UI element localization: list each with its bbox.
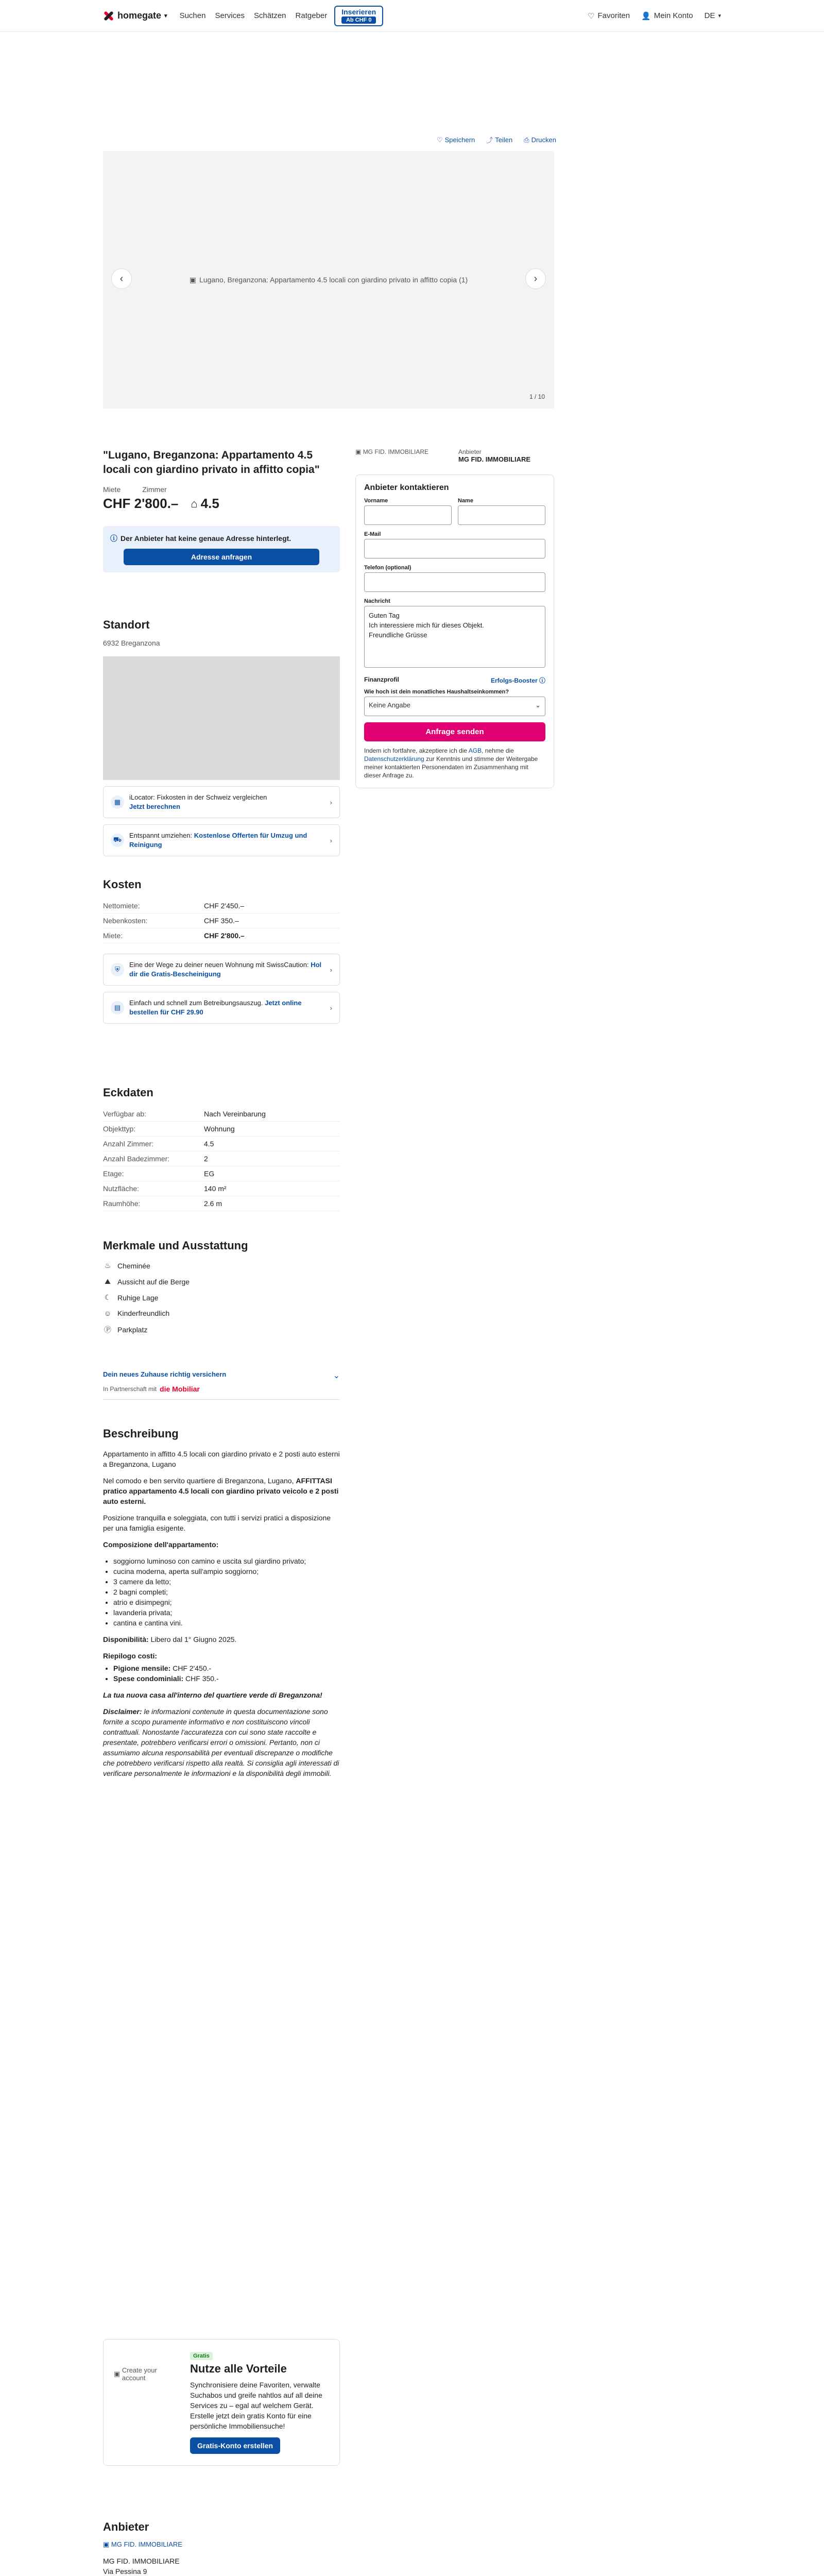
keydata-row xyxy=(103,1181,340,1196)
cost-summary-key: Pigione mensile: xyxy=(113,1664,171,1672)
chevron-left-icon: ‹ xyxy=(119,273,124,284)
keydata-value: EG xyxy=(204,1170,215,1178)
costs-table xyxy=(103,899,340,943)
cost-summary-value: CHF 2'450.- xyxy=(173,1664,212,1672)
cost-summary-list xyxy=(103,1663,340,1684)
favorites-label: Favoriten xyxy=(597,11,630,20)
print-label: Drucken xyxy=(531,136,556,144)
phone-input[interactable] xyxy=(364,572,545,592)
costs-key: Nettomiete: xyxy=(103,902,140,910)
keydata-value: 140 m² xyxy=(204,1184,227,1193)
image-gallery[interactable] xyxy=(103,151,554,409)
promo-heading: Nutze alle Vorteile xyxy=(190,2362,287,2375)
broken-image-icon: ▣ xyxy=(114,2370,121,2378)
seller-mini-name: MG FID. IMMOBILIARE xyxy=(458,455,531,463)
debt-extract-text: Einfach und schnell zum Betreibungsauszug. xyxy=(129,999,263,1007)
keydata-key: Raumhöhe: xyxy=(103,1199,141,1208)
keydata-key: Objekttyp: xyxy=(103,1125,136,1133)
send-request-button[interactable]: Anfrage senden xyxy=(364,722,545,741)
share-icon: ⤴ xyxy=(486,137,493,144)
print-icon: ⎙ xyxy=(524,135,529,144)
language-label: DE xyxy=(704,11,715,20)
save-action[interactable] xyxy=(437,135,475,145)
description-heading: Beschreibung xyxy=(103,1427,179,1440)
ilocator-link[interactable]: Jetzt berechnen xyxy=(129,803,180,810)
costs-value: CHF 2'450.– xyxy=(204,902,245,910)
keydata-row xyxy=(103,1196,340,1211)
feature-label: Aussicht auf die Berge xyxy=(117,1277,190,1286)
ilocator-card[interactable] xyxy=(103,786,340,818)
composition-item: • cantina e cantina vini. xyxy=(113,1618,340,1628)
gallery-image xyxy=(190,276,468,284)
description-p1-a: Nel comodo e ben servito quartiere di Breganzona, Lugano, xyxy=(103,1477,294,1485)
email-input[interactable] xyxy=(364,539,545,558)
keydata-heading: Eckdaten xyxy=(103,1086,153,1099)
broken-image-icon: ▣ xyxy=(189,275,197,284)
top-nav xyxy=(0,0,824,32)
insert-button[interactable] xyxy=(334,6,383,26)
document-icon: ▤ xyxy=(111,1001,124,1014)
promo-image-alt: Create your account xyxy=(122,2366,157,2382)
save-label: Speichern xyxy=(444,136,475,144)
keydata-row xyxy=(103,1122,340,1137)
broken-image-icon: ▣ xyxy=(103,2540,110,2548)
chevron-right-icon: › xyxy=(534,273,538,284)
chevron-down-icon: ⌄ xyxy=(535,701,541,709)
gallery-prev-button[interactable] xyxy=(111,268,132,289)
keydata-value: 2 xyxy=(204,1155,208,1163)
seller-logo-alt: MG FID. IMMOBILIARE xyxy=(111,2540,182,2548)
location-heading: Standort xyxy=(103,618,150,631)
rooms-label: Zimmer xyxy=(142,485,167,494)
share-action[interactable] xyxy=(486,135,512,145)
seller-street: Via Pessina 9 xyxy=(103,2567,147,2575)
composition-item: • 3 camere da letto; xyxy=(113,1577,340,1587)
insurance-link[interactable]: Dein neues Zuhause richtig versichern xyxy=(103,1370,227,1378)
mobiliar-logo xyxy=(160,1385,200,1393)
print-action[interactable] xyxy=(524,135,556,145)
seller-mini-label: Anbieter xyxy=(458,448,482,455)
truck-icon: ⛟ xyxy=(111,834,124,847)
right-column xyxy=(355,433,554,788)
costs-row xyxy=(103,899,340,913)
shield-icon: ⛨ xyxy=(111,963,124,976)
seller-section xyxy=(103,2522,340,2576)
features-section xyxy=(103,1239,340,1338)
cost-summary-item xyxy=(113,1663,340,1673)
seller-name: MG FID. IMMOBILIARE xyxy=(103,2557,180,2565)
seller-mini-logo[interactable] xyxy=(355,448,438,463)
main-content xyxy=(0,433,824,2576)
mountain-icon: ⛰ xyxy=(105,1277,111,1285)
chevron-right-icon: › xyxy=(330,836,332,844)
quiet-icon: ☾ xyxy=(104,1293,111,1301)
keydata-key: Anzahl Zimmer: xyxy=(103,1140,154,1148)
cost-summary-heading: Riepilogo costi: xyxy=(103,1652,157,1660)
feature-label: Parkplatz xyxy=(117,1326,148,1334)
keydata-value: Wohnung xyxy=(204,1125,235,1133)
share-label: Teilen xyxy=(495,136,513,144)
chevron-right-icon: › xyxy=(330,1004,332,1012)
disclaimer-heading: Disclaimer: xyxy=(103,1707,142,1716)
homegate-logo[interactable] xyxy=(103,10,167,22)
request-address-button[interactable]: Adresse anfragen xyxy=(124,549,319,565)
description-p1 xyxy=(103,1476,340,1506)
feature-label: Cheminée xyxy=(117,1261,150,1270)
rent-value: CHF 2'800.– xyxy=(103,496,179,511)
swisscaution-text: Eine der Wege zu deiner neuen Wohnung mit SwissCaution: xyxy=(129,961,309,969)
main-nav-links xyxy=(180,11,328,20)
keydata-row xyxy=(103,1107,340,1122)
feature-item xyxy=(103,1321,340,1338)
chevron-right-icon: › xyxy=(330,798,332,806)
seller-mini xyxy=(355,448,554,463)
cost-summary-item xyxy=(113,1673,340,1684)
account-label: Mein Konto xyxy=(654,11,693,20)
fireplace-icon: ♨ xyxy=(104,1261,111,1269)
costs-key: Nebenkosten: xyxy=(103,917,148,925)
broken-image-icon: ▣ xyxy=(355,448,362,455)
nav-link-search[interactable]: Suchen xyxy=(179,11,206,20)
map-placeholder[interactable] xyxy=(103,656,340,780)
listing-title: "Lugano, Breganzona: Appartamento 4.5 locali con giardino privato in affitto copia" xyxy=(103,449,320,476)
keydata-section xyxy=(103,1086,340,1211)
insert-label: Inserieren xyxy=(341,7,376,16)
ilocator-text: iLocator: Fixkosten in der Schweiz vergleichen xyxy=(129,793,267,801)
description-slogan: La tua nuova casa all'interno del quartiere verde di Breganzona! xyxy=(103,1691,322,1699)
feature-item xyxy=(103,1274,340,1290)
feature-item xyxy=(103,1290,340,1306)
address-info-text: Der Anbieter hat keine genaue Adresse hinterlegt. xyxy=(121,534,291,543)
keydata-row xyxy=(103,1166,340,1181)
costs-key: Miete: xyxy=(103,931,123,940)
cost-summary-value: CHF 350.- xyxy=(185,1674,219,1683)
description-p2: Posizione tranquilla e soleggiata, con tutti i servizi pratici a disposizione per una famiglia esigente. xyxy=(103,1514,331,1532)
composition-item: • lavanderia privata; xyxy=(113,1607,340,1618)
child-icon: ☺ xyxy=(104,1309,112,1317)
costs-value: CHF 2'800.– xyxy=(204,931,245,940)
gallery-counter: 1 / 10 xyxy=(529,393,545,400)
composition-item: • soggiorno luminoso con camino e uscita sul giardino privato; xyxy=(113,1556,340,1566)
promo-image xyxy=(114,2351,181,2397)
insurance-block[interactable] xyxy=(103,1370,340,1400)
brand-name: homegate xyxy=(117,10,162,21)
moving-text: Entspannt umziehen: xyxy=(129,832,193,839)
user-icon: 👤 xyxy=(641,11,651,21)
disclaimer-text: le informazioni contenute in questa documentazione sono fornite a scopo puramente informativo e non costituiscono vincoli contrattuali. Nonostante l'accuratezza con cui sono state raccolte e presentate, potrebbero verificarsi errori o omissioni. Pertanto, non ci assumiamo alcuna responsabilità per eventuali discrepanze o modifiche che potrebbero verificarsi rispetto alla realtà. Si consiglia agli interessati di verificare personalmente le informazioni e la disponibilità degli immobili. xyxy=(103,1707,339,1777)
listing-actions xyxy=(103,135,556,145)
composition-item: • atrio e disimpegni; xyxy=(113,1597,340,1607)
heart-icon: ♡ xyxy=(436,135,443,144)
heart-icon: ♡ xyxy=(588,11,595,21)
feature-label: Kinderfreundlich xyxy=(117,1309,170,1317)
keydata-row xyxy=(103,1151,340,1166)
seller-heading: Anbieter xyxy=(103,2520,149,2533)
composition-heading: Composizione dell'appartamento: xyxy=(103,1540,219,1549)
favorites-link[interactable] xyxy=(588,11,630,21)
feature-item xyxy=(103,1306,340,1321)
key-values xyxy=(103,496,340,512)
keydata-value: Nach Vereinbarung xyxy=(204,1110,266,1118)
info-icon: ⓘ xyxy=(110,534,117,543)
chevron-down-icon: ▾ xyxy=(164,13,167,19)
gallery-next-button[interactable] xyxy=(525,268,546,289)
house-icon: ⌂ xyxy=(191,497,198,510)
keydata-key: Anzahl Badezimmer: xyxy=(103,1155,170,1163)
last-name-input[interactable] xyxy=(458,505,545,525)
chevron-down-icon: ▾ xyxy=(718,13,721,19)
keydata-table xyxy=(103,1107,340,1211)
homegate-logo-icon xyxy=(103,10,114,22)
rent-label: Miete xyxy=(103,485,121,494)
insert-badge: Ab CHF 0 xyxy=(341,16,376,24)
income-select[interactable]: Keine Angabe ⌄ xyxy=(364,697,545,716)
address-info-box xyxy=(103,526,340,572)
features-heading: Merkmale und Ausstattung xyxy=(103,1239,248,1252)
promo-tag: Gratis xyxy=(190,2352,213,2360)
composition-item: • 2 bagni completi; xyxy=(113,1587,340,1597)
costs-section xyxy=(103,878,340,1024)
availability-heading: Disponibilità: xyxy=(103,1635,149,1643)
mobiliar-brand: die Mobiliar xyxy=(160,1385,200,1393)
location-place: 6932 Breganzona xyxy=(103,639,160,647)
keydata-value: 4.5 xyxy=(204,1140,214,1148)
debt-extract-card[interactable] xyxy=(103,992,340,1024)
description-section xyxy=(103,1427,340,1785)
costs-row xyxy=(103,928,340,943)
description-p1-b: AFFITTASI pratico appartamento 4.5 locali con giardino privato veicolo e 2 posti auto esterni. xyxy=(103,1477,339,1505)
keydata-key: Nutzfläche: xyxy=(103,1184,140,1193)
composition-item: • cucina moderna, aperta sull'ampio soggiorno; xyxy=(113,1566,340,1577)
moving-link[interactable]: Kostenlose Offerten für Umzug und Reinigung xyxy=(129,832,307,849)
keydata-key: Verfügbar ab: xyxy=(103,1110,147,1118)
gallery-image-alt: Lugano, Breganzona: Appartamento 4.5 locali con giardino privato in affitto copia (1) xyxy=(199,276,468,284)
seller-mini-logo-alt: MG FID. IMMOBILIARE xyxy=(363,448,429,455)
costs-row xyxy=(103,913,340,928)
rooms-value: 4.5 xyxy=(200,496,219,511)
key-values-labels xyxy=(103,485,340,494)
debt-extract-link[interactable]: Jetzt online bestellen für CHF 29.90 xyxy=(129,999,302,1016)
moving-offers-card[interactable] xyxy=(103,824,340,856)
nav-link-guide[interactable]: Ratgeber xyxy=(295,11,328,20)
contact-form: Anbieter kontaktieren Vorname Name E-Mail Telefon (optional) Nachricht Guten Tag Ich interessiere mich für dieses Objekt. Freundliche Grüsse Finanzprofil Erfolgs-Booster ⓘ Wie hoch ist dein monatliches Haushaltseinkommen? Keine Angabe ⌄ Anfrage senden Indem ich fortfahre, akzeptiere ich die AGB, nehme die Datenschutzerklärung zur Kenntnis und stimme der Weitergabe meiner kontaktierten Personendaten im Zusammenhang mit dieser Anfrage zu. xyxy=(355,474,554,788)
nav-link-estimate[interactable]: Schätzen xyxy=(253,11,286,20)
chevron-down-icon: ⌄ xyxy=(333,1371,340,1380)
first-name-input[interactable] xyxy=(364,505,452,525)
costs-value: CHF 350.– xyxy=(204,917,239,925)
nav-right xyxy=(588,11,721,21)
create-account-button[interactable]: Gratis-Konto erstellen xyxy=(190,2437,280,2454)
promo-text: Synchronisiere deine Favoriten, verwalte Suchabos und greife nahtlos auf all deine Services zu – egal auf welchem Gerät. Erstelle jetzt dein gratis Konto für eine persönliche Immobiliensuche! xyxy=(190,2381,322,2430)
location-section xyxy=(103,618,340,856)
description-intro: Appartamento in affitto 4.5 locali con giardino privato e 2 posti auto esterni a Breganzona, Lugano xyxy=(103,1450,340,1468)
language-select[interactable] xyxy=(705,11,721,21)
composition-list xyxy=(103,1556,340,1628)
feature-label: Ruhige Lage xyxy=(117,1293,159,1302)
seller-logo[interactable] xyxy=(103,2539,340,2550)
parking-icon: Ⓟ xyxy=(104,1326,111,1334)
message-textarea[interactable]: Guten Tag Ich interessiere mich für dieses Objekt. Freundliche Grüsse xyxy=(364,606,545,668)
calculator-icon: ▦ xyxy=(111,795,124,809)
keydata-row xyxy=(103,1137,340,1151)
account-link[interactable] xyxy=(641,11,693,21)
account-promo xyxy=(103,2339,340,2466)
cost-summary-key: Spese condominiali: xyxy=(113,1674,184,1683)
availability-text: Libero dal 1° Giugno 2025. xyxy=(150,1635,237,1643)
keydata-value: 2.6 m xyxy=(204,1199,222,1208)
nav-link-services[interactable]: Services xyxy=(215,11,245,20)
keydata-key: Etage: xyxy=(103,1170,124,1178)
swisscaution-link[interactable]: Hol dir die Gratis-Bescheinigung xyxy=(129,961,322,978)
insurance-partner-label: In Partnerschaft mit xyxy=(103,1385,157,1393)
chevron-right-icon: › xyxy=(330,965,332,974)
feature-item xyxy=(103,1258,340,1274)
costs-heading: Kosten xyxy=(103,878,142,891)
swisscaution-card[interactable] xyxy=(103,954,340,986)
